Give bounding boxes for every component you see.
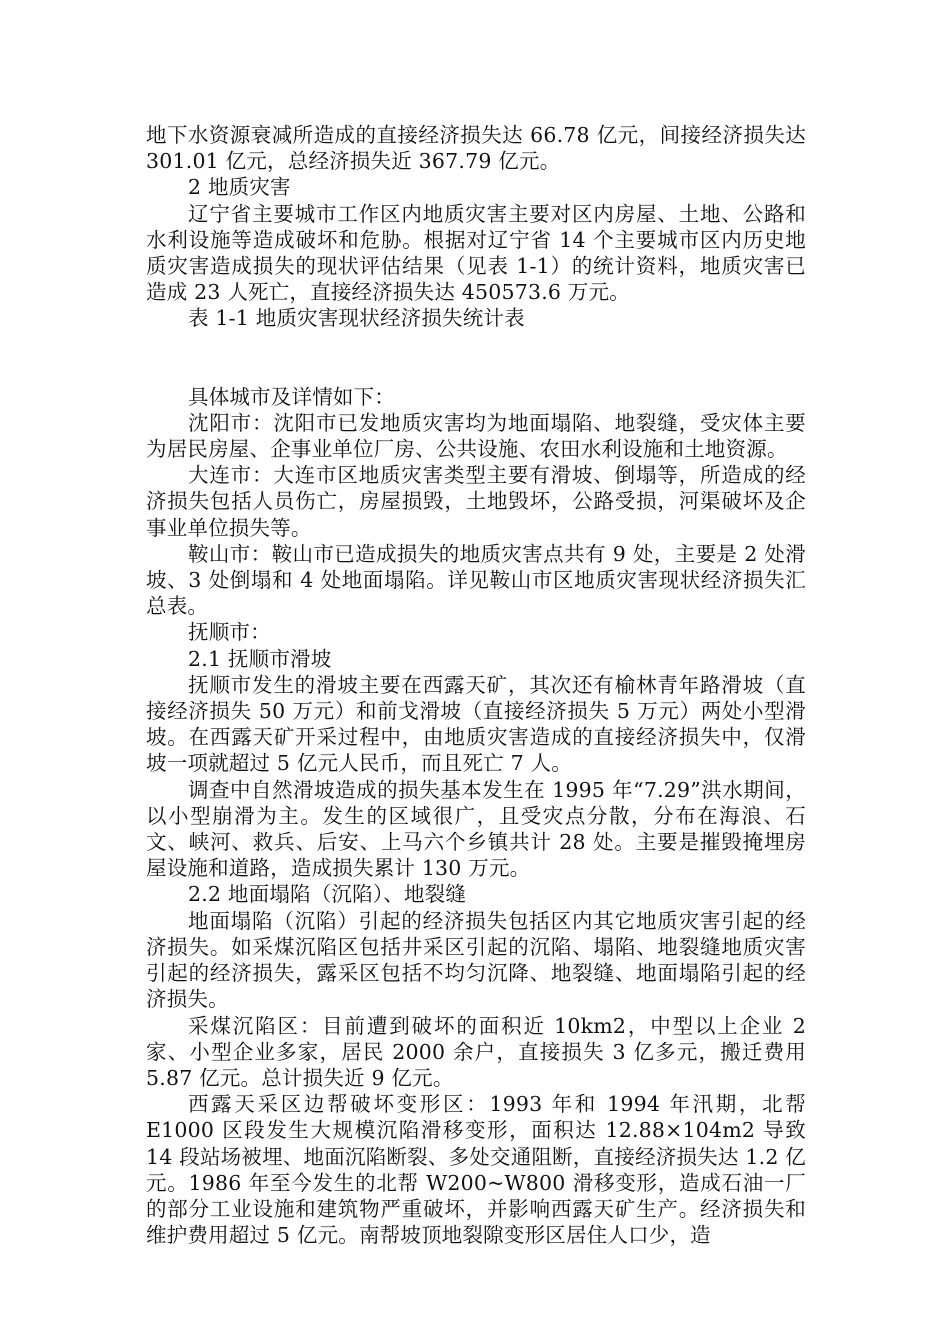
paragraph-natural-landslide: 调查中自然滑坡造成的损失基本发生在 1995 年“7.29”洪水期间，以小型崩滑为主。发生的区域很广，且受灾点分散，分布在海浪、石文、峡河、救兵、后安、上马六个乡镇共计 28 处。主要是摧毁掩埋房屋设施和道路，造成损失累计 130 万元。	[146, 777, 806, 881]
document-body	[146, 122, 806, 1248]
table-caption: 表 1-1 地质灾害现状经济损失统计表	[188, 306, 525, 331]
paragraph-fushun-heading: 抚顺市：	[188, 620, 271, 645]
paragraph-groundwater-loss: 地下水资源衰减所造成的直接经济损失达 66.78 亿元，间接经济损失达 301.01 亿元，总经济损失近 367.79 亿元。	[146, 123, 806, 174]
paragraph-shenyang: 沈阳市：沈阳市已发地质灾害均为地面塌陷、地裂缝，受灾体主要为居民房屋、企事业单位厂房、公共设施、农田水利设施和土地资源。	[146, 410, 806, 462]
paragraph-dalian: 大连市：大连市区地质灾害类型主要有滑坡、倒塌等，所造成的经济损失包括人员伤亡，房屋损毁，土地毁坏，公路受损，河渠破坏及企事业单位损失等。	[146, 463, 806, 540]
paragraph-fushun-landslide: 抚顺市发生的滑坡主要在西露天矿，其次还有榆林青年路滑坡（直接经济损失 50 万元）和前戈滑坡（直接经济损失 5 万元）两处小型滑坡。在西露天矿开采过程中，由地质灾害造成的直接经济损失中，仅滑坡一项就超过 5 亿元人民币，而且死亡 7 人。	[146, 672, 806, 776]
section-heading-subsidence: 2.2 地面塌陷（沉陷）、地裂缝	[188, 882, 467, 907]
paragraph-west-open-pit: 西露天采区边帮破坏变形区：1993 年和 1994 年汛期，北帮 E1000 区段发生大规模沉陷滑移变形，面积达 12.88×104m2 导致 14 段站场被埋、地面沉陷断裂、多处交通阻断，直接经济损失达 1.2 亿元。1986 年至今发生的北帮 W200~W800 滑移变形，造成石油一厂的部分工业设施和建筑物严重破坏，并影响西露天矿生产。经济损失和维护费用超过 5 亿元。南帮坡顶地裂隙变形区居住人口少，造	[146, 1092, 806, 1248]
paragraph-coal-subsidence: 采煤沉陷区：目前遭到破坏的面积近 10km2，中型以上企业 2 家、小型企业多家，居民 2000 余户，直接损失 3 亿多元，搬迁费用 5.87 亿元。总计损失近 9 亿元。	[146, 1013, 806, 1090]
table-placeholder-space	[146, 332, 806, 384]
section-heading-geological-hazards: 2 地质灾害	[188, 175, 291, 200]
section-heading-fushun-landslide: 2.1 抚顺市滑坡	[188, 646, 332, 671]
paragraph-city-details-intro: 具体城市及详情如下：	[188, 384, 395, 409]
paragraph-liaoning-overview: 辽宁省主要城市工作区内地质灾害主要对区内房屋、土地、公路和水利设施等造成破坏和危胁。根据对辽宁省 14 个主要城市区内历史地质灾害造成损失的现状评估结果（见表 1-1）的统计资料，地质灾害已造成 23 人死亡，直接经济损失达 450573.6 万元。	[146, 201, 806, 305]
paragraph-anshan: 鞍山市：鞍山市已造成损失的地质灾害点共有 9 处，主要是 2 处滑坡、3 处倒塌和 4 处地面塌陷。详见鞍山市区地质灾害现状经济损失汇总表。	[146, 541, 806, 619]
paragraph-subsidence-loss: 地面塌陷（沉陷）引起的经济损失包括区内其它地质灾害引起的经济损失。如采煤沉陷区包括井采区引起的沉陷、塌陷、地裂缝地质灾害引起的经济损失，露采区包括不均匀沉降、地裂缝、地面塌陷引起的经济损失。	[146, 908, 806, 1012]
